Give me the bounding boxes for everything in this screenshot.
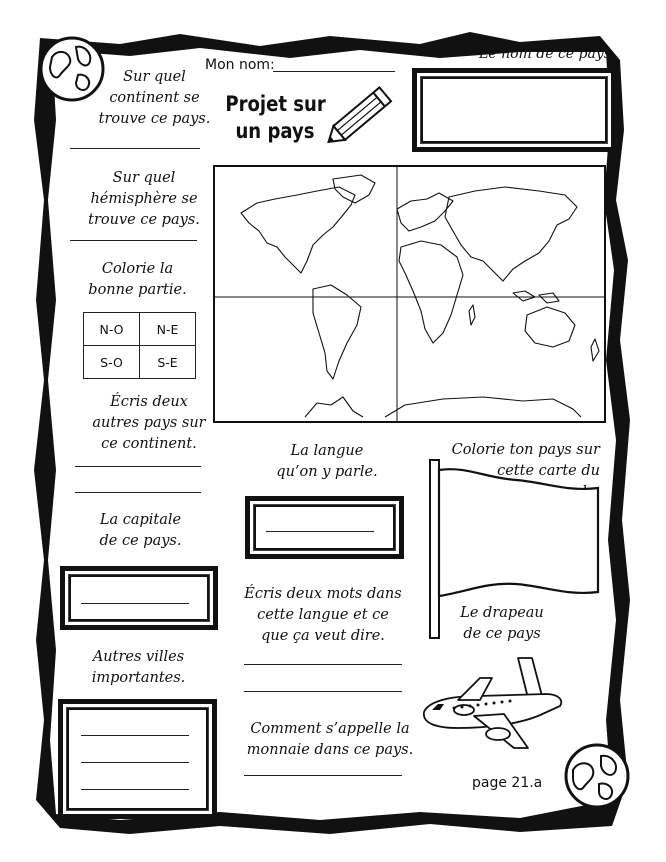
color-instruction: Colorie la bonne partie. [88, 261, 187, 298]
continent-question: Sur quel continent se trouve ce pays. [98, 69, 211, 127]
hemisphere-ne-cell[interactable]: N-E [140, 313, 196, 346]
globe-icon [563, 742, 631, 810]
name-line [273, 71, 395, 72]
two-words-question: Écris deux mots dans cette langue et ce que ça veut dire. [244, 586, 402, 644]
currency-answer-line[interactable] [244, 775, 402, 776]
capital-box[interactable] [60, 566, 218, 630]
other-countries-question: Écris deux autres pays sur ce continent. [92, 394, 206, 452]
other-cities-box[interactable] [58, 699, 217, 819]
city-line-1 [81, 735, 189, 736]
word-line-1[interactable] [244, 664, 402, 665]
page-title-line2: un pays [235, 119, 315, 143]
flag-caption: Le drapeau de ce pays [460, 605, 544, 642]
other-cities-question: Autres villes importantes. [91, 649, 186, 686]
capital-answer-line [81, 603, 189, 604]
language-box[interactable] [245, 496, 404, 559]
language-answer-line [266, 531, 374, 532]
country-name-box[interactable] [412, 68, 616, 152]
hemisphere-answer-line[interactable] [70, 240, 197, 241]
other-country-line-1[interactable] [75, 466, 201, 467]
city-line-2 [81, 762, 189, 763]
hemisphere-sw-cell[interactable]: S-O [84, 346, 140, 379]
flag-pole [430, 460, 439, 638]
hemisphere-grid [83, 312, 196, 379]
other-country-line-2[interactable] [75, 492, 201, 493]
airplane-illustration [418, 652, 568, 752]
hemisphere-nw-cell[interactable]: N-O [84, 313, 140, 346]
language-question: La langue qu’on y parle. [276, 443, 378, 480]
name-label: Mon nom: [205, 57, 275, 73]
page-number: page 21.a [472, 775, 543, 791]
page-title-line1: Projet sur [225, 92, 326, 116]
hemisphere-question: Sur quel hémisphère se trouve ce pays. [88, 170, 200, 228]
word-line-2[interactable] [244, 691, 402, 692]
pencil-icon [326, 78, 400, 148]
map-color-instruction: Colorie ton pays sur cette carte du [451, 442, 600, 479]
country-name-label: Le nom de ce pays [479, 46, 611, 62]
city-line-3 [81, 789, 189, 790]
hemisphere-se-cell[interactable]: S-E [140, 346, 196, 379]
currency-question: Comment s’appelle la monnaie dans ce pays. [246, 721, 414, 758]
flag-cloth [439, 469, 598, 596]
continent-answer-line[interactable] [70, 148, 200, 149]
world-map[interactable] [213, 165, 606, 423]
capital-question: La capitale de ce pays. [99, 512, 182, 549]
